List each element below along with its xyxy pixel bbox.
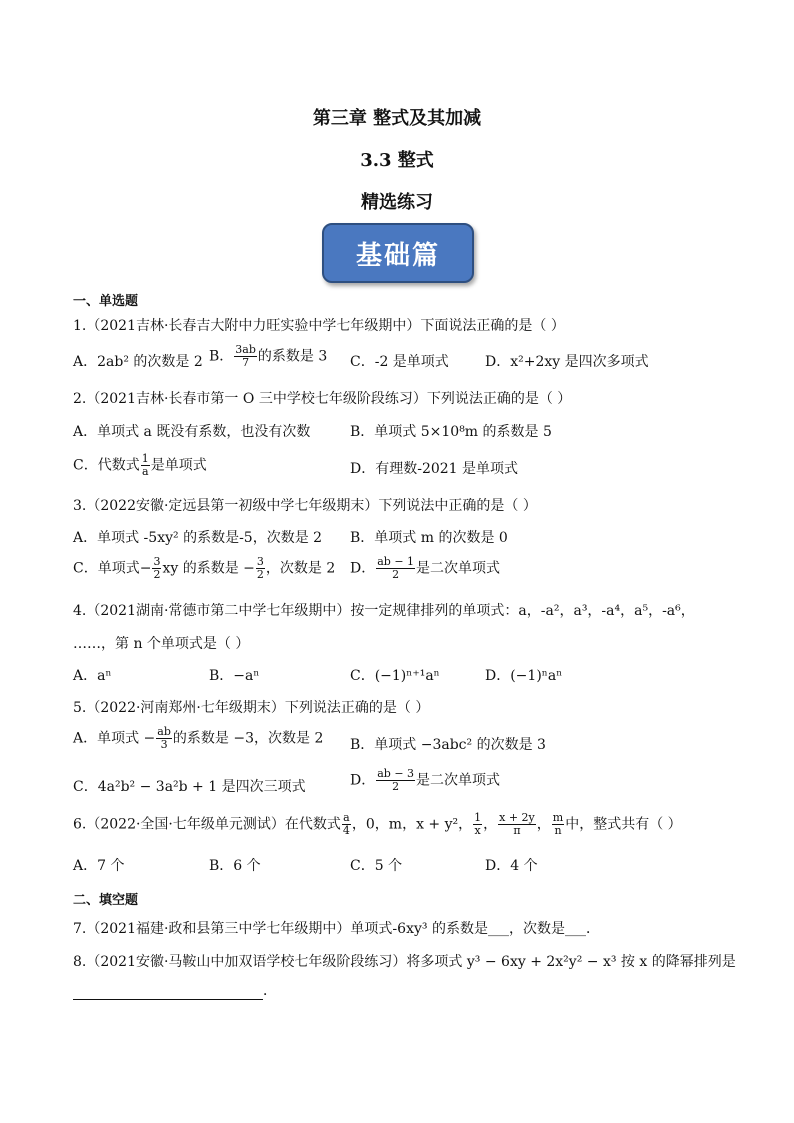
q6-fraction-3 bbox=[498, 812, 536, 837]
question-5: 5.（2022·河南郑州·七年级期末）下列说法正确的是（ ） bbox=[73, 700, 430, 716]
fraction-numerator: 1 bbox=[141, 452, 149, 465]
q5-option-a-prefix: A．单项式 − bbox=[73, 730, 156, 747]
q1-option-d: D．x²+2xy 是四次多项式 bbox=[485, 354, 649, 370]
question-4: 4.（2021湖南·常德市第二中学七年级期中）按一定规律排列的单项式：a，-a²，a³，-a⁴，a⁵，-a⁶， bbox=[73, 603, 695, 619]
fraction-numerator: x + 2y bbox=[499, 811, 535, 824]
q2-option-c-fraction bbox=[141, 453, 150, 478]
fraction-denominator: 7 bbox=[242, 356, 250, 369]
fraction-numerator: 3 bbox=[256, 555, 264, 568]
fraction-denominator: 4 bbox=[342, 824, 350, 837]
q1-option-b-fraction bbox=[234, 344, 257, 369]
q8-answer-line bbox=[73, 980, 277, 1000]
q6-option-c: C．5 个 bbox=[350, 858, 403, 874]
fraction-numerator: m bbox=[552, 811, 564, 824]
q8-end: ． bbox=[263, 983, 277, 999]
fraction-numerator: ab bbox=[157, 725, 171, 738]
fraction-denominator: a bbox=[141, 465, 149, 478]
q6-stem-mid-2: ， bbox=[483, 816, 498, 833]
fraction-denominator: n bbox=[554, 824, 562, 837]
q6-stem-mid-3: ， bbox=[536, 816, 551, 833]
q6-option-a: A．7 个 bbox=[73, 858, 125, 874]
fraction-numerator: 3 bbox=[153, 555, 161, 568]
q6-fraction-4 bbox=[552, 812, 564, 837]
q6-fraction-2 bbox=[473, 812, 482, 837]
q2-option-d: D．有理数-2021 是单项式 bbox=[350, 461, 519, 477]
question-2: 2.（2021吉林·长春市第一 O 三中学校七年级阶段练习）下列说法正确的是（ ） bbox=[73, 391, 572, 407]
q2-option-c-prefix: C．代数式 bbox=[73, 457, 140, 474]
fraction-denominator: x bbox=[474, 824, 481, 837]
q6-option-d: D．4 个 bbox=[485, 858, 538, 874]
q5-option-d bbox=[350, 768, 500, 793]
page-subtitle: 精选练习 bbox=[361, 192, 433, 213]
q6-stem-suffix: 中，整式共有（ ） bbox=[565, 816, 682, 833]
q1-option-b-prefix: B． bbox=[209, 348, 234, 365]
q2-option-a: A．单项式 a 既没有系数，也没有次数 bbox=[73, 424, 311, 440]
q3-option-c bbox=[73, 556, 335, 581]
fraction-numerator: 1 bbox=[474, 811, 482, 824]
question-4-line-2: ……，第 n 个单项式是（ ） bbox=[73, 636, 250, 652]
q2-option-c-suffix: 是单项式 bbox=[150, 457, 207, 474]
fraction-denominator: 2 bbox=[392, 568, 400, 581]
fraction-numerator: ab − 3 bbox=[377, 767, 415, 780]
question-7: 7.（2021福建·政和县第三中学七年级期中）单项式-6xy³ 的系数是___，次数是___． bbox=[73, 921, 600, 937]
q3-option-c-suffix: ，次数是 2 bbox=[265, 560, 336, 577]
q4-option-c: C．(−1)ⁿ⁺¹aⁿ bbox=[350, 668, 440, 684]
fraction-numerator: 3ab bbox=[235, 343, 256, 356]
chapter-title: 第三章 整式及其加减 bbox=[312, 108, 482, 129]
section-title: 3.3 整式 bbox=[360, 150, 434, 171]
q4-option-d: D．(−1)ⁿaⁿ bbox=[485, 668, 563, 684]
q5-option-d-fraction bbox=[376, 768, 415, 793]
question-6 bbox=[73, 812, 682, 837]
q6-fraction-1 bbox=[342, 812, 351, 837]
q4-option-b: B．−aⁿ bbox=[209, 668, 260, 684]
fraction-denominator: 3 bbox=[160, 738, 168, 751]
question-8: 8.（2021安徽·马鞍山中加双语学校七年级阶段练习）将多项式 y³ − 6xy + 2x²y² − x³ 按 x 的降幂排列是 bbox=[73, 954, 736, 970]
q5-option-a-fraction bbox=[156, 726, 172, 751]
section-single-choice: 一、单选题 bbox=[73, 294, 139, 309]
q5-option-d-prefix: D． bbox=[350, 772, 376, 789]
question-3: 3.（2022安徽·定远县第一初级中学七年级期末）下列说法中正确的是（ ） bbox=[73, 498, 537, 514]
q6-stem-prefix: 6.（2022·全国·七年级单元测试）在代数式 bbox=[73, 816, 341, 833]
q3-option-d-suffix: 是二次单项式 bbox=[416, 560, 501, 577]
q3-option-b: B．单项式 m 的次数是 0 bbox=[350, 530, 508, 546]
q5-option-d-suffix: 是二次单项式 bbox=[416, 772, 501, 789]
q3-option-c-prefix: C．单项式− bbox=[73, 560, 152, 577]
q5-option-a bbox=[73, 726, 323, 751]
q3-option-a: A．单项式 -5xy² 的系数是-5，次数是 2 bbox=[73, 530, 323, 546]
q3-option-c-fraction-2 bbox=[256, 556, 265, 581]
q3-option-c-fraction-1 bbox=[152, 556, 161, 581]
q3-option-c-mid: xy 的系数是 − bbox=[162, 560, 255, 577]
q1-option-b-suffix: 的系数是 3 bbox=[257, 348, 328, 365]
section-fill-blank: 二、填空题 bbox=[73, 893, 139, 908]
q3-option-d bbox=[350, 556, 500, 581]
q4-option-a: A．aⁿ bbox=[73, 668, 112, 684]
answer-blank bbox=[73, 999, 263, 1000]
q2-option-b: B．单项式 5×10⁸m 的系数是 5 bbox=[350, 424, 552, 440]
q5-option-c: C．4a²b² − 3a²b + 1 是四次三项式 bbox=[73, 779, 306, 795]
fraction-denominator: π bbox=[513, 824, 521, 837]
fraction-numerator: ab − 1 bbox=[377, 555, 415, 568]
fraction-numerator: a bbox=[343, 811, 350, 824]
q5-option-a-suffix: 的系数是 −3，次数是 2 bbox=[172, 730, 324, 747]
q6-stem-mid-1: ，0，m，x + y²， bbox=[351, 816, 473, 833]
q3-option-d-prefix: D． bbox=[350, 560, 376, 577]
q2-option-c bbox=[73, 453, 207, 478]
q1-option-b bbox=[209, 344, 327, 369]
q1-option-c: C．-2 是单项式 bbox=[350, 354, 449, 370]
question-1: 1.（2021吉林·长春吉大附中力旺实验中学七年级期中）下面说法正确的是（ ） bbox=[73, 318, 565, 334]
q1-option-a: A．2ab² 的次数是 2 bbox=[73, 354, 203, 370]
q5-option-b: B．单项式 −3abc² 的次数是 3 bbox=[350, 737, 546, 753]
fraction-denominator: 2 bbox=[392, 780, 400, 793]
fraction-denominator: 2 bbox=[256, 568, 264, 581]
q3-option-d-fraction bbox=[376, 556, 415, 581]
level-badge: 基础篇 bbox=[322, 223, 474, 283]
fraction-denominator: 2 bbox=[153, 568, 161, 581]
q6-option-b: B．6 个 bbox=[209, 858, 261, 874]
